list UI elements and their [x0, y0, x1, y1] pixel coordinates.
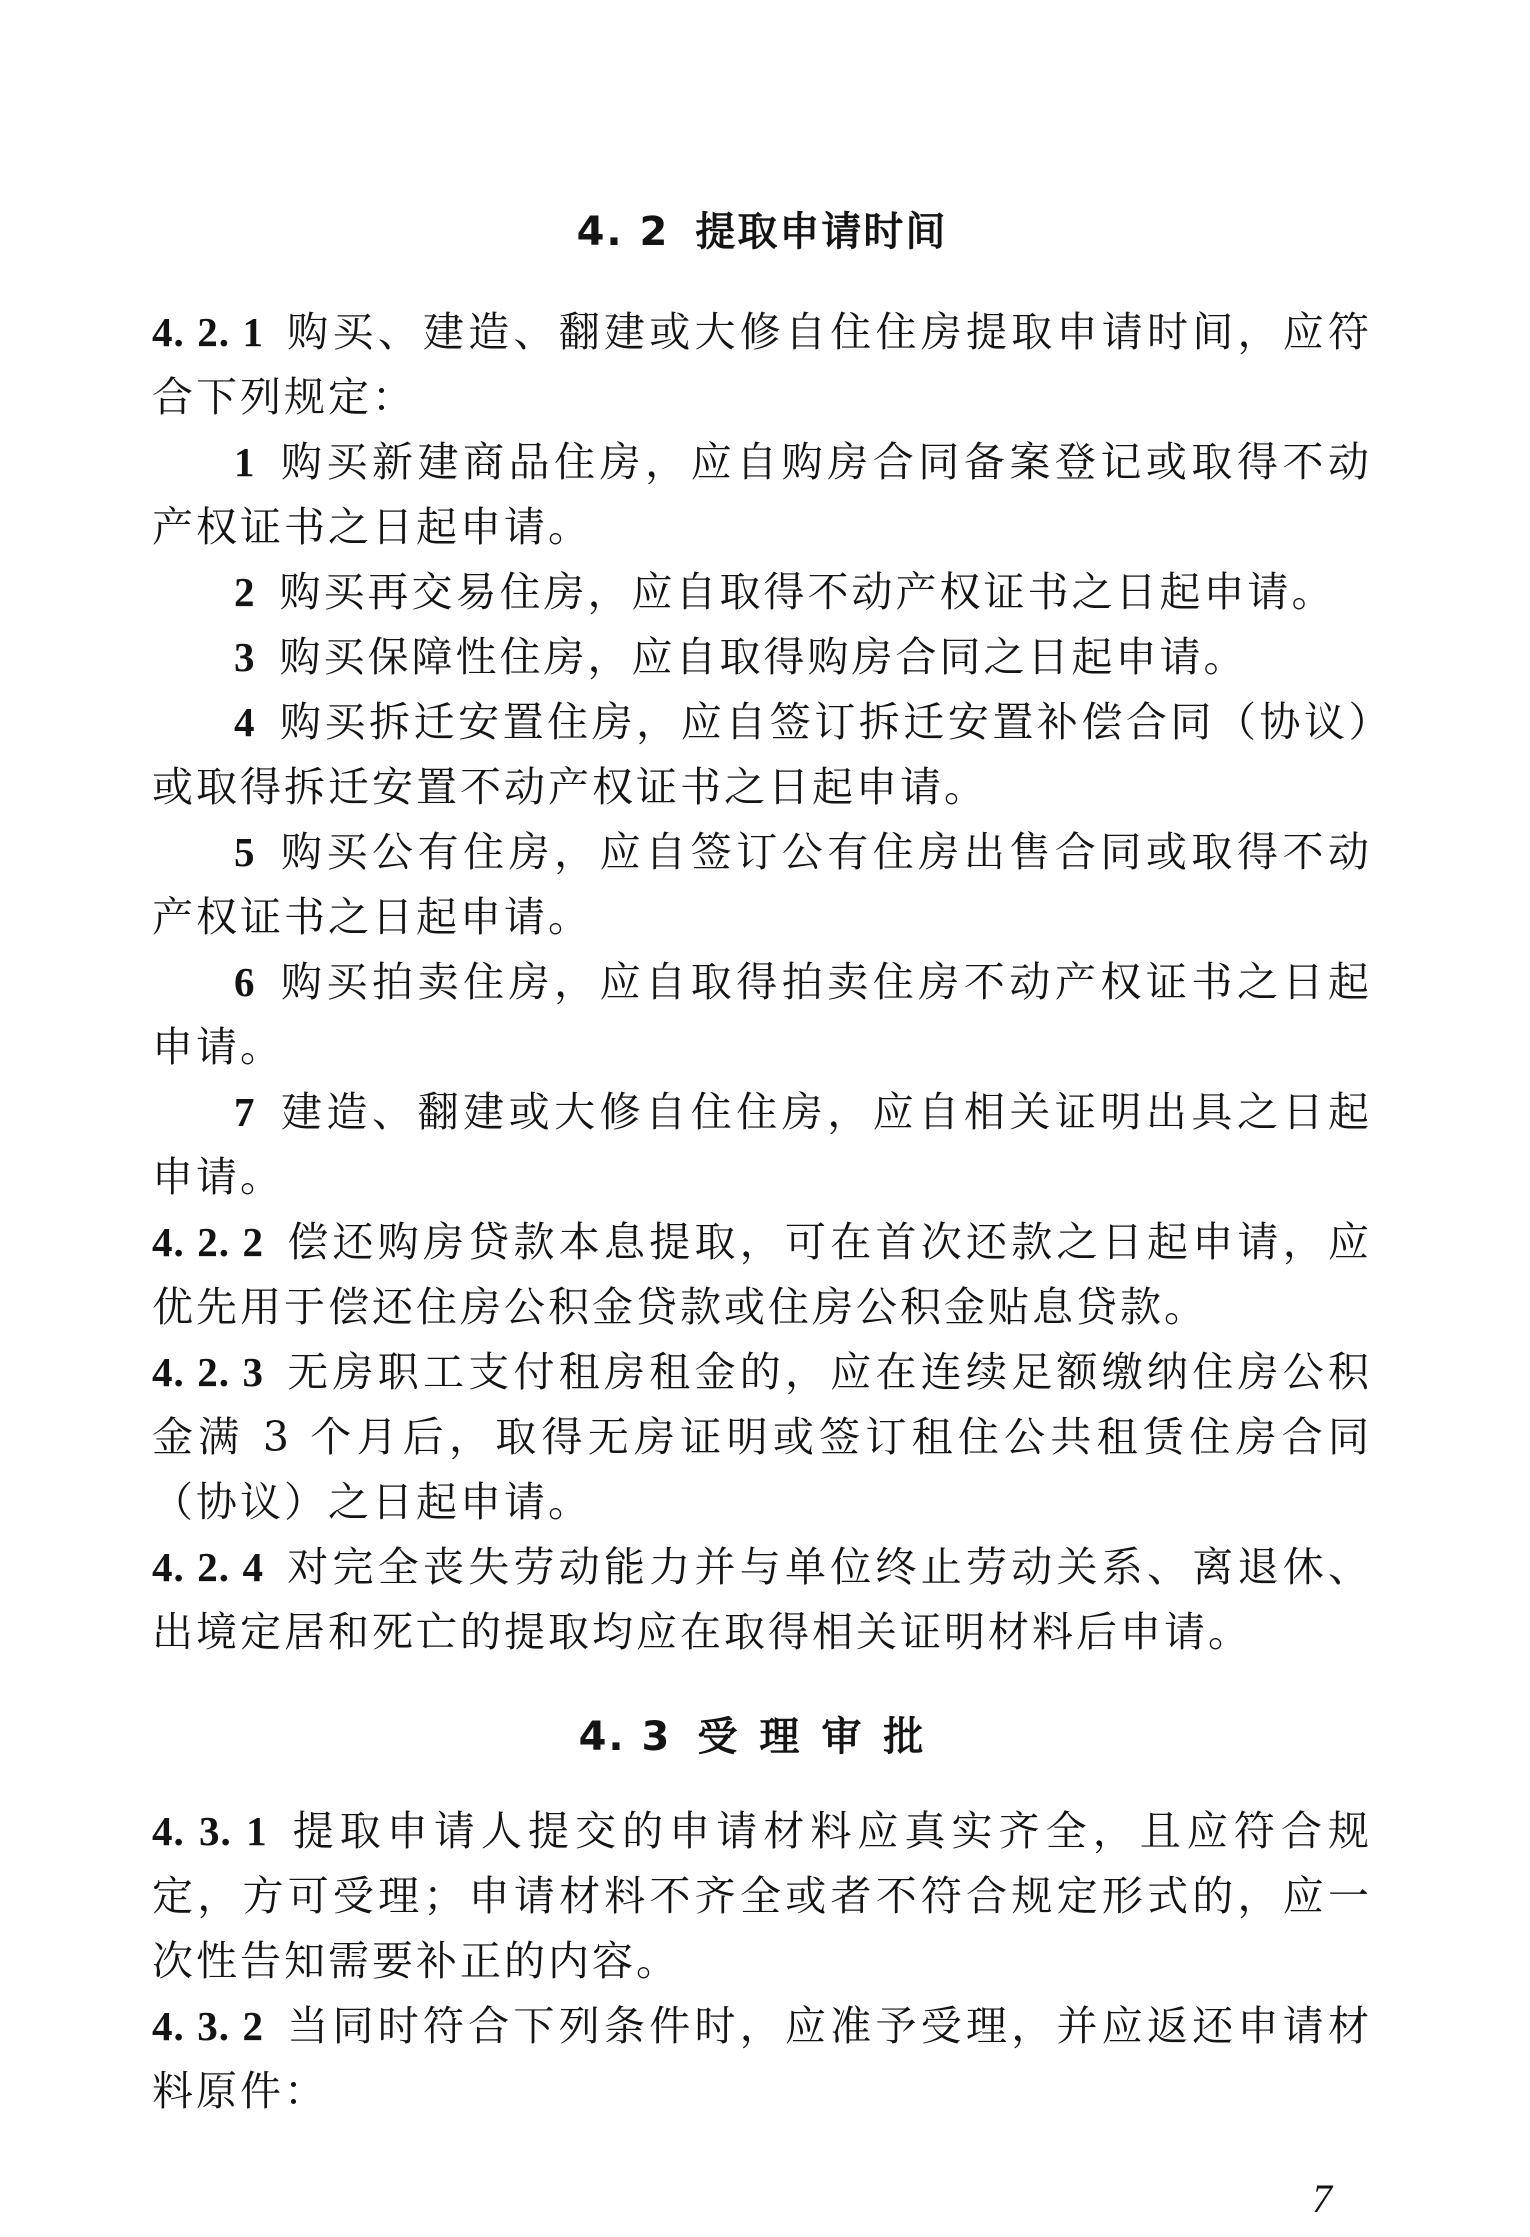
- page-number: 7: [1312, 2176, 1332, 2221]
- clause-text: 无房职工支付租房租金的，应在连续足额缴纳住房公积金满 3 个月后，取得无房证明或签订租住公共租赁住房合同（协议）之日起申请。: [152, 1348, 1372, 1526]
- item-text: 购买新建商品住房，应自购房合同备案登记或取得不动产权证书之日起申请。: [152, 438, 1372, 551]
- clause-number: 4. 3. 2: [152, 2003, 264, 2049]
- clause-text: 偿还购房贷款本息提取，可在首次还款之日起申请，应优先用于偿还住房公积金贷款或住房公积金贴息贷款。: [152, 1218, 1372, 1331]
- item-number: 6: [234, 959, 258, 1005]
- clause-4-2-2: [152, 1210, 1372, 1340]
- section-heading-4-3: [152, 1705, 1372, 1769]
- item-text: 购买再交易住房，应自取得不动产权证书之日起申请。: [279, 568, 1336, 616]
- clause-number: 4. 2. 3: [152, 1349, 264, 1395]
- clause-4-3-2: [152, 1994, 1372, 2124]
- clause-4-2-4: [152, 1535, 1372, 1665]
- item-number: 1: [234, 439, 258, 485]
- list-item: [152, 625, 1372, 690]
- clause-text: 对完全丧失劳动能力并与单位终止劳动关系、离退休、出境定居和死亡的提取均应在取得相关证明材料后申请。: [152, 1543, 1372, 1656]
- item-text: 购买保障性住房，应自取得购房合同之日起申请。: [279, 633, 1248, 681]
- clause-number: 4. 2. 2: [152, 1219, 264, 1265]
- item-number: 5: [234, 829, 258, 875]
- section-number: 4. 3: [578, 1714, 672, 1760]
- section-title: 受理审批: [697, 1714, 946, 1760]
- section-title: 提取申请时间: [695, 209, 948, 255]
- clause-4-2-3: [152, 1340, 1372, 1535]
- item-number: 7: [234, 1089, 258, 1135]
- item-number: 4: [234, 699, 258, 745]
- clause-number: 4. 3. 1: [152, 1808, 268, 1854]
- item-number: 2: [234, 569, 258, 615]
- section-number: 4. 2: [576, 209, 670, 255]
- clause-number: 4. 2. 1: [152, 309, 264, 355]
- list-item: [152, 430, 1372, 560]
- list-item: [152, 560, 1372, 625]
- clause-text: 购买、建造、翻建或大修自住住房提取申请时间，应符合下列规定：: [152, 308, 1372, 421]
- clause-4-3-1: [152, 1799, 1372, 1994]
- list-item: [152, 820, 1372, 950]
- item-text: 购买拆迁安置住房，应自签订拆迁安置补偿合同（协议）或取得拆迁安置不动产权证书之日起申请。: [152, 698, 1372, 811]
- item-number: 3: [234, 634, 258, 680]
- section-heading-4-2: [152, 200, 1372, 264]
- clause-4-2-1: [152, 300, 1372, 430]
- clause-number: 4. 2. 4: [152, 1544, 264, 1590]
- item-text: 建造、翻建或大修自住住房，应自相关证明出具之日起申请。: [152, 1088, 1372, 1201]
- document-page: [152, 200, 1372, 2124]
- list-item: [152, 1080, 1372, 1210]
- list-item: [152, 950, 1372, 1080]
- item-text: 购买拍卖住房，应自取得拍卖住房不动产权证书之日起申请。: [152, 958, 1372, 1071]
- clause-text: 提取申请人提交的申请材料应真实齐全，且应符合规定，方可受理；申请材料不齐全或者不符合规定形式的，应一次性告知需要补正的内容。: [152, 1807, 1373, 1985]
- item-text: 购买公有住房，应自签订公有住房出售合同或取得不动产权证书之日起申请。: [152, 828, 1372, 941]
- list-item: [152, 690, 1372, 820]
- clause-text: 当同时符合下列条件时，应准予受理，并应返还申请材料原件：: [152, 2002, 1372, 2115]
